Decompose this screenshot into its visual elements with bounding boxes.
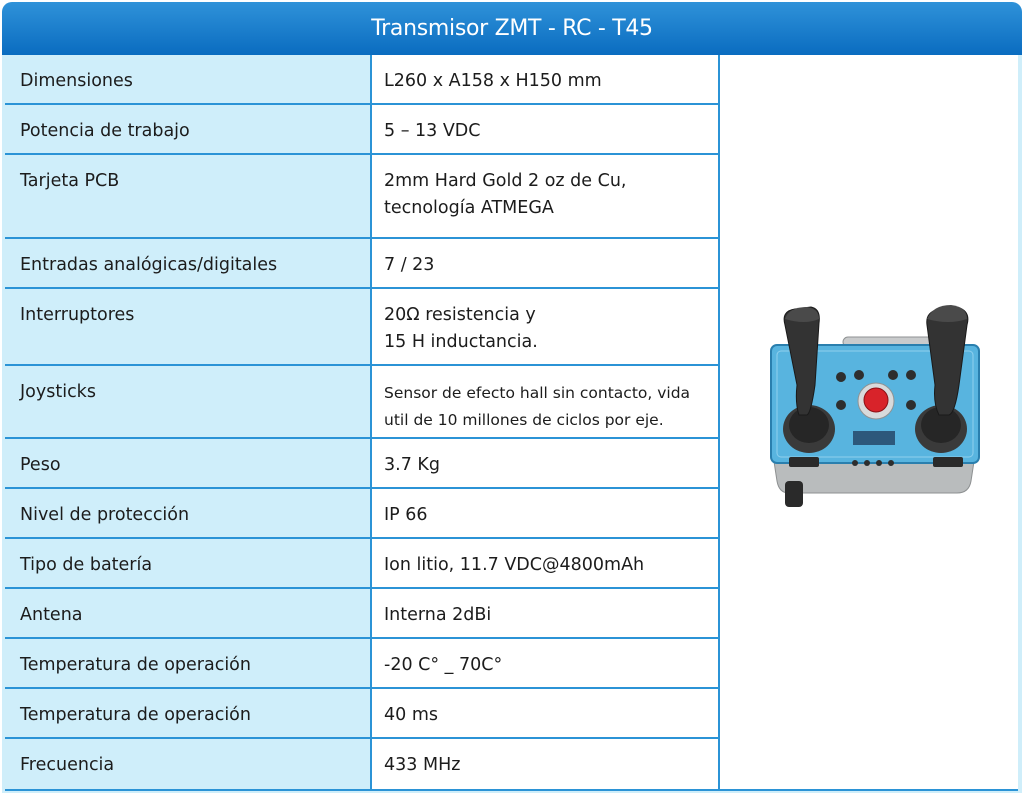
spec-value: -20 C° _ 70C°	[372, 639, 720, 687]
spec-value-block	[372, 366, 720, 437]
table-bottom-border	[5, 789, 1018, 791]
spec-value-block	[372, 155, 720, 237]
spec-label: Potencia de trabajo	[5, 105, 372, 153]
spec-value-line2: util de 10 millones de ciclos por eje.	[384, 411, 664, 429]
spec-label: Temperatura de operación	[5, 689, 372, 737]
table-row	[5, 439, 720, 489]
spec-value: 5 – 13 VDC	[372, 105, 720, 153]
spec-value: Sensor de efecto hall sin contacto, vida	[384, 384, 691, 402]
table-row	[5, 739, 720, 789]
table-row	[5, 539, 720, 589]
spec-value: 40 ms	[372, 689, 720, 737]
table-row	[5, 589, 720, 639]
product-image-cell	[720, 55, 1018, 789]
spec-value: 20Ω resistencia y	[384, 305, 536, 325]
spec-label: Antena	[5, 589, 372, 637]
spec-value-line2: 15 H inductancia.	[384, 332, 538, 352]
spec-label: Tipo de batería	[5, 539, 372, 587]
spec-label: Nivel de protección	[5, 489, 372, 537]
joystick-transmitter-image	[745, 305, 995, 515]
spec-value-line2: tecnología ATMEGA	[384, 198, 554, 218]
spec-value: 2mm Hard Gold 2 oz de Cu,	[384, 171, 627, 191]
spec-label: Entradas analógicas/digitales	[5, 239, 372, 287]
table-row	[5, 105, 720, 155]
table-row	[5, 239, 720, 289]
table-row	[5, 155, 720, 239]
spec-value: Ion litio, 11.7 VDC@4800mAh	[372, 539, 720, 587]
table-row	[5, 55, 720, 105]
spec-label: Peso	[5, 439, 372, 487]
spec-value: 7 / 23	[372, 239, 720, 287]
spec-table	[5, 55, 1018, 789]
spec-value: Interna 2dBi	[372, 589, 720, 637]
spec-label: Temperatura de operación	[5, 639, 372, 687]
spec-label: Interruptores	[5, 289, 372, 364]
table-row	[5, 639, 720, 689]
page-title: Transmisor ZMT - RC - T45	[2, 2, 1022, 55]
table-row	[5, 689, 720, 739]
spec-label: Tarjeta PCB	[5, 155, 372, 237]
spec-label: Dimensiones	[5, 55, 372, 103]
spec-label: Joysticks	[5, 366, 372, 437]
spec-value: L260 x A158 x H150 mm	[372, 55, 720, 103]
table-row	[5, 289, 720, 366]
spec-value: IP 66	[372, 489, 720, 537]
table-row	[5, 366, 720, 439]
spec-value-block	[372, 289, 720, 364]
spec-label: Frecuencia	[5, 739, 372, 789]
spec-value: 3.7 Kg	[372, 439, 720, 487]
table-row	[5, 489, 720, 539]
spec-value: 433 MHz	[372, 739, 720, 789]
